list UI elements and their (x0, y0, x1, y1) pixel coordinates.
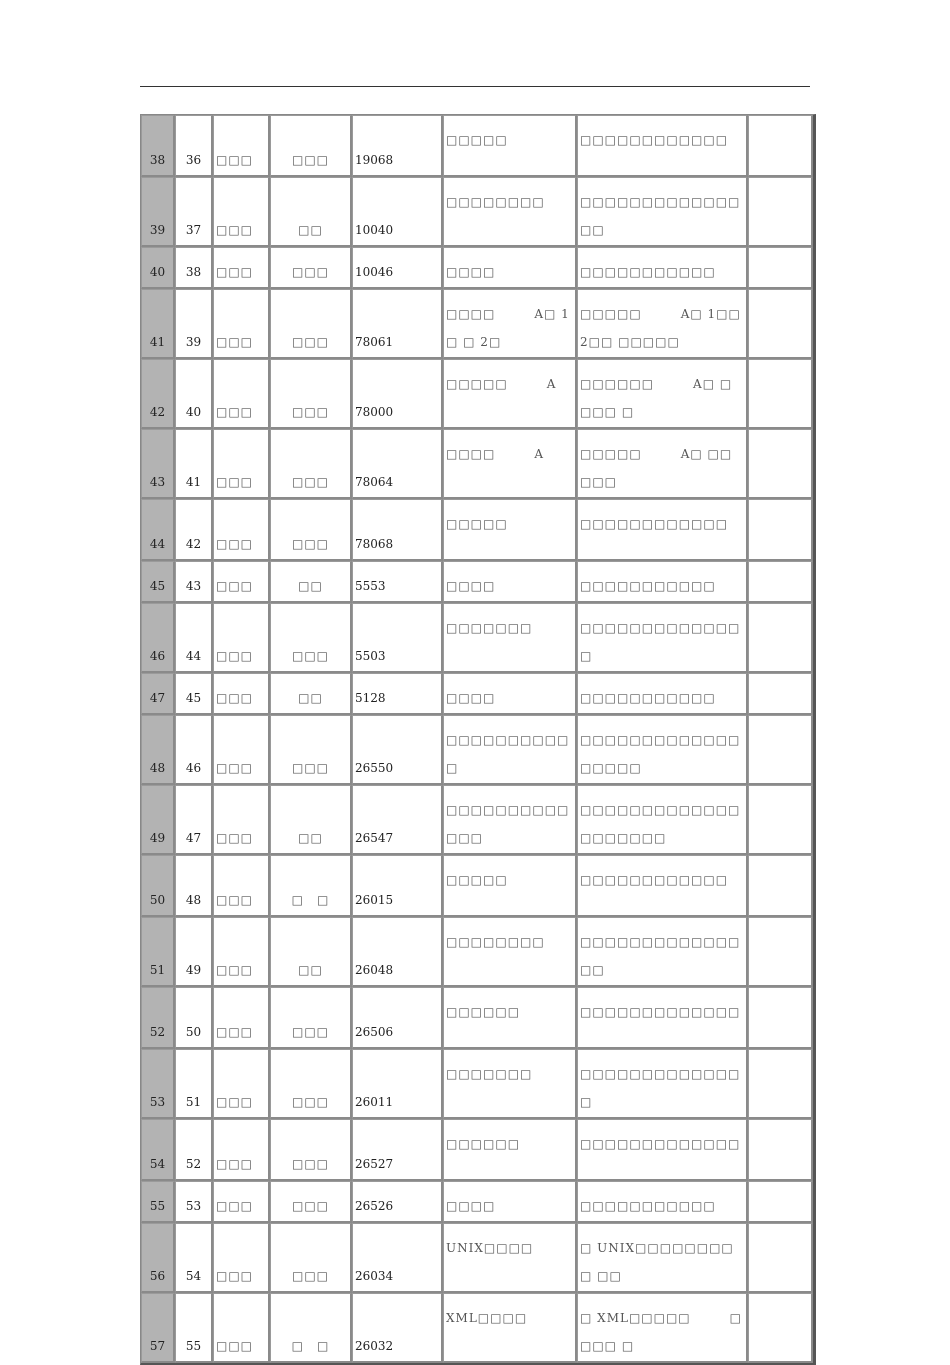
row-index-cell: 56 (141, 1223, 175, 1293)
course-code-cell: 5553 (352, 561, 443, 603)
row-index-cell: 55 (141, 1181, 175, 1223)
type-cell: □□□ (270, 247, 352, 289)
row-index-cell: 47 (141, 673, 175, 715)
course-code-cell: 26550 (352, 715, 443, 785)
remark-cell (748, 603, 813, 673)
sequence-cell: 51 (175, 1049, 213, 1119)
description-cell: □□□□□□□□□□□ (577, 561, 748, 603)
table-row (141, 673, 813, 715)
remark-cell (748, 855, 813, 917)
type-cell: □□□ (270, 429, 352, 499)
type-cell: □□ (270, 561, 352, 603)
category-cell: □□□ (213, 177, 270, 247)
table-row (141, 1223, 813, 1293)
category-cell: □□□ (213, 603, 270, 673)
remark-cell (748, 1049, 813, 1119)
category-cell: □□□ (213, 673, 270, 715)
category-cell: □□□ (213, 1293, 270, 1363)
course-code-cell: 78068 (352, 499, 443, 561)
category-cell: □□□ (213, 289, 270, 359)
description-cell: □ XML□□□□□ □□□□ □ (577, 1293, 748, 1363)
course-code-cell: 26527 (352, 1119, 443, 1181)
course-code-cell: 26506 (352, 987, 443, 1049)
sequence-cell: 45 (175, 673, 213, 715)
category-cell: □□□ (213, 499, 270, 561)
description-cell: □□□□□□□□□□□□□□ (577, 603, 748, 673)
course-code-cell: 26048 (352, 917, 443, 987)
description-cell: □□□□□□□□□□□ (577, 673, 748, 715)
table-row (141, 429, 813, 499)
course-name-cell: □□□□ (443, 1181, 577, 1223)
table-row (141, 855, 813, 917)
course-code-cell: 5503 (352, 603, 443, 673)
type-cell: □ □ (270, 1293, 352, 1363)
table-row (141, 1293, 813, 1363)
course-code-cell: 26547 (352, 785, 443, 855)
category-cell: □□□ (213, 987, 270, 1049)
sequence-cell: 41 (175, 429, 213, 499)
type-cell: □ □ (270, 855, 352, 917)
type-cell: □□□ (270, 1223, 352, 1293)
course-name-cell: □□□□□□□□ (443, 917, 577, 987)
table-row (141, 561, 813, 603)
sequence-cell: 42 (175, 499, 213, 561)
sequence-cell: 40 (175, 359, 213, 429)
category-cell: □□□ (213, 429, 270, 499)
description-cell: □ UNIX□□□□□□□□□ □□ (577, 1223, 748, 1293)
row-index-cell: 57 (141, 1293, 175, 1363)
course-name-cell: □□□□ A (443, 429, 577, 499)
table-row (141, 115, 813, 177)
row-index-cell: 52 (141, 987, 175, 1049)
description-cell: □□□□□□□□□□□ (577, 247, 748, 289)
type-cell: □□□ (270, 115, 352, 177)
type-cell: □□ (270, 917, 352, 987)
description-cell: □□□□□□□□□□□□ (577, 115, 748, 177)
course-code-cell: 26034 (352, 1223, 443, 1293)
remark-cell (748, 115, 813, 177)
course-name-cell: □□□□ (443, 247, 577, 289)
type-cell: □□□ (270, 603, 352, 673)
description-cell: □□□□□ A□ 1□□ 2□□ □□□□□ (577, 289, 748, 359)
category-cell: □□□ (213, 715, 270, 785)
category-cell: □□□ (213, 1049, 270, 1119)
row-index-cell: 48 (141, 715, 175, 785)
course-name-cell: □□□□ (443, 673, 577, 715)
table-row (141, 1049, 813, 1119)
sequence-cell: 55 (175, 1293, 213, 1363)
course-name-cell: UNIX□□□□ (443, 1223, 577, 1293)
description-cell: □□□□□□□□□□□□□□□□□□□□ (577, 785, 748, 855)
description-cell: □□□□□ A□ □□□□□ (577, 429, 748, 499)
row-index-cell: 39 (141, 177, 175, 247)
description-cell: □□□□□□□□□□□□□□ (577, 1049, 748, 1119)
remark-cell (748, 499, 813, 561)
type-cell: □□□ (270, 359, 352, 429)
remark-cell (748, 673, 813, 715)
sequence-cell: 38 (175, 247, 213, 289)
description-cell: □□□□□□□□□□□□ (577, 499, 748, 561)
table-row (141, 499, 813, 561)
remark-cell (748, 561, 813, 603)
sequence-cell: 43 (175, 561, 213, 603)
sequence-cell: 53 (175, 1181, 213, 1223)
course-name-cell: □□□□□ (443, 115, 577, 177)
course-name-cell: □□□□ A□ 1□ □ 2□ (443, 289, 577, 359)
category-cell: □□□ (213, 1119, 270, 1181)
table-row (141, 715, 813, 785)
table-row (141, 177, 813, 247)
remark-cell (748, 359, 813, 429)
description-cell: □□□□□□□□□□□□□ (577, 987, 748, 1049)
description-cell: □□□□□□ A□ □□□□ □ (577, 359, 748, 429)
table-row (141, 247, 813, 289)
table-row (141, 603, 813, 673)
category-cell: □□□ (213, 561, 270, 603)
remark-cell (748, 1119, 813, 1181)
row-index-cell: 53 (141, 1049, 175, 1119)
row-index-cell: 50 (141, 855, 175, 917)
type-cell: □□□ (270, 1181, 352, 1223)
row-index-cell: 49 (141, 785, 175, 855)
course-name-cell: □□□□ (443, 561, 577, 603)
description-cell: □□□□□□□□□□□□□□□ (577, 177, 748, 247)
table-row (141, 785, 813, 855)
row-index-cell: 46 (141, 603, 175, 673)
sequence-cell: 47 (175, 785, 213, 855)
description-cell: □□□□□□□□□□□□□□□□□□ (577, 715, 748, 785)
course-code-cell: 26015 (352, 855, 443, 917)
course-code-cell: 78061 (352, 289, 443, 359)
category-cell: □□□ (213, 1181, 270, 1223)
course-code-cell: 26032 (352, 1293, 443, 1363)
sequence-cell: 46 (175, 715, 213, 785)
description-cell: □□□□□□□□□□□□□□□ (577, 917, 748, 987)
row-index-cell: 43 (141, 429, 175, 499)
type-cell: □□□ (270, 1049, 352, 1119)
description-cell: □□□□□□□□□□□□ (577, 855, 748, 917)
course-name-cell: □□□□□□□□□□□ (443, 715, 577, 785)
course-code-cell: 78000 (352, 359, 443, 429)
course-name-cell: XML□□□□ (443, 1293, 577, 1363)
category-cell: □□□ (213, 917, 270, 987)
course-name-cell: □□□□□□□□□□□□□ (443, 785, 577, 855)
sequence-cell: 54 (175, 1223, 213, 1293)
remark-cell (748, 1181, 813, 1223)
course-name-cell: □□□□□□□ (443, 603, 577, 673)
header-rule (140, 86, 810, 87)
row-index-cell: 54 (141, 1119, 175, 1181)
sequence-cell: 44 (175, 603, 213, 673)
row-index-cell: 42 (141, 359, 175, 429)
course-code-cell: 26011 (352, 1049, 443, 1119)
table-row (141, 359, 813, 429)
remark-cell (748, 289, 813, 359)
type-cell: □□ (270, 673, 352, 715)
row-index-cell: 38 (141, 115, 175, 177)
remark-cell (748, 177, 813, 247)
category-cell: □□□ (213, 359, 270, 429)
sequence-cell: 50 (175, 987, 213, 1049)
description-cell: □□□□□□□□□□□ (577, 1181, 748, 1223)
course-table (140, 114, 816, 1365)
sequence-cell: 37 (175, 177, 213, 247)
sequence-cell: 36 (175, 115, 213, 177)
course-name-cell: □□□□□ (443, 855, 577, 917)
table-row (141, 917, 813, 987)
type-cell: □□□ (270, 289, 352, 359)
course-name-cell: □□□□□□ (443, 987, 577, 1049)
row-index-cell: 45 (141, 561, 175, 603)
row-index-cell: 41 (141, 289, 175, 359)
course-code-cell: 78064 (352, 429, 443, 499)
table-row (141, 289, 813, 359)
course-name-cell: □□□□□□ (443, 1119, 577, 1181)
course-code-cell: 5128 (352, 673, 443, 715)
table-row (141, 1119, 813, 1181)
course-code-cell: 19068 (352, 115, 443, 177)
sequence-cell: 52 (175, 1119, 213, 1181)
sequence-cell: 49 (175, 917, 213, 987)
table-row (141, 1181, 813, 1223)
description-cell: □□□□□□□□□□□□□ (577, 1119, 748, 1181)
course-code-cell: 10040 (352, 177, 443, 247)
remark-cell (748, 429, 813, 499)
category-cell: □□□ (213, 247, 270, 289)
sequence-cell: 48 (175, 855, 213, 917)
type-cell: □□ (270, 785, 352, 855)
row-index-cell: 51 (141, 917, 175, 987)
category-cell: □□□ (213, 1223, 270, 1293)
sequence-cell: 39 (175, 289, 213, 359)
remark-cell (748, 715, 813, 785)
course-name-cell: □□□□□ (443, 499, 577, 561)
remark-cell (748, 1293, 813, 1363)
course-code-cell: 26526 (352, 1181, 443, 1223)
remark-cell (748, 785, 813, 855)
table-row (141, 987, 813, 1049)
row-index-cell: 40 (141, 247, 175, 289)
type-cell: □□ (270, 177, 352, 247)
category-cell: □□□ (213, 115, 270, 177)
remark-cell (748, 247, 813, 289)
category-cell: □□□ (213, 785, 270, 855)
remark-cell (748, 1223, 813, 1293)
remark-cell (748, 917, 813, 987)
course-name-cell: □□□□□□□□ (443, 177, 577, 247)
row-index-cell: 44 (141, 499, 175, 561)
course-name-cell: □□□□□□□ (443, 1049, 577, 1119)
type-cell: □□□ (270, 1119, 352, 1181)
category-cell: □□□ (213, 855, 270, 917)
remark-cell (748, 987, 813, 1049)
type-cell: □□□ (270, 715, 352, 785)
course-code-cell: 10046 (352, 247, 443, 289)
type-cell: □□□ (270, 499, 352, 561)
course-name-cell: □□□□□ A (443, 359, 577, 429)
type-cell: □□□ (270, 987, 352, 1049)
